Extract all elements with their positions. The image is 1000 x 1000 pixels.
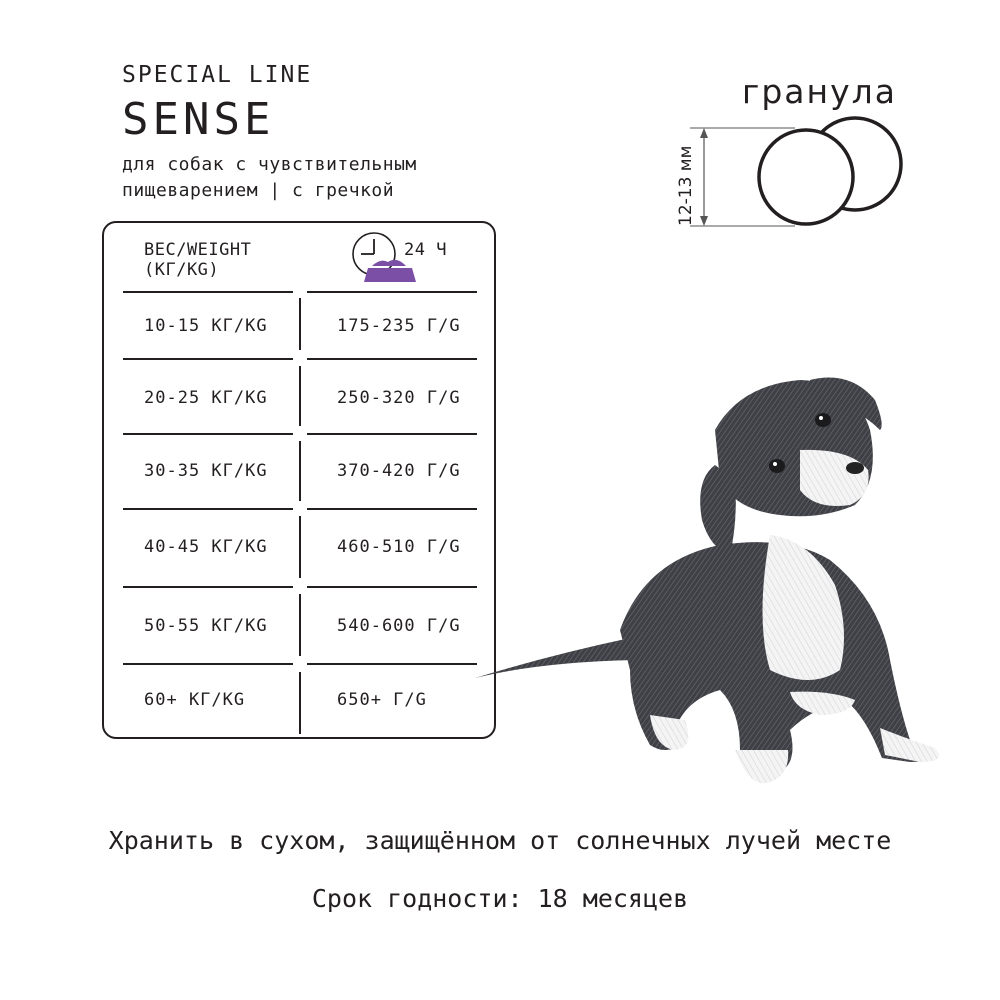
row-divider [123,586,293,588]
product-description [122,152,417,204]
column-divider [299,366,301,426]
column-divider [299,594,301,656]
row-divider [123,433,293,435]
row-divider [123,358,293,360]
storage-instructions: Хранить в сухом, защищённом от солнечных лучей месте [108,826,892,855]
weight-cell: 30-35 КГ/KG [144,461,268,481]
granule-size-label: 12-13 мм [676,145,696,226]
row-divider [307,291,477,293]
column-divider [299,672,301,734]
weight-cell: 50-55 КГ/KG [144,616,268,636]
column-divider [299,441,301,501]
row-divider [123,291,293,293]
description-line-2: пищеварением | с гречкой [122,180,395,201]
row-divider [123,508,293,510]
weight-cell: 60+ КГ/KG [144,690,246,710]
portion-cell: 540-600 Г/G [337,616,461,636]
row-divider [307,358,477,360]
weight-cell: 40-45 КГ/KG [144,537,268,557]
row-divider [307,433,477,435]
granule-diagram [660,110,920,240]
row-divider [307,663,477,665]
weight-header-line-2: (КГ/KG) [144,260,220,280]
column-divider [299,516,301,578]
row-divider [307,586,477,588]
portion-cell: 175-235 Г/G [337,316,461,336]
row-divider [307,508,477,510]
description-line-1: для собак с чувствительным [122,154,417,175]
portion-cell: 460-510 Г/G [337,537,461,557]
shelf-life: Срок годности: 18 месяцев [311,884,689,913]
puppy-illustration [470,370,960,800]
granule-title: гранула [742,72,897,111]
portion-cell: 250-320 Г/G [337,388,461,408]
portion-cell: 370-420 Г/G [337,461,461,481]
weight-header-line-1: ВЕС/WEIGHT [144,240,252,260]
portion-column-header: 24 Ч [404,240,447,260]
product-line: SPECIAL LINE [122,62,313,88]
row-divider [123,663,293,665]
weight-column-header [144,240,251,280]
weight-cell: 10-15 КГ/KG [144,316,268,336]
product-name: SENSE [122,94,275,145]
portion-cell: 650+ Г/G [337,690,427,710]
column-divider [299,298,301,350]
weight-cell: 20-25 КГ/KG [144,388,268,408]
